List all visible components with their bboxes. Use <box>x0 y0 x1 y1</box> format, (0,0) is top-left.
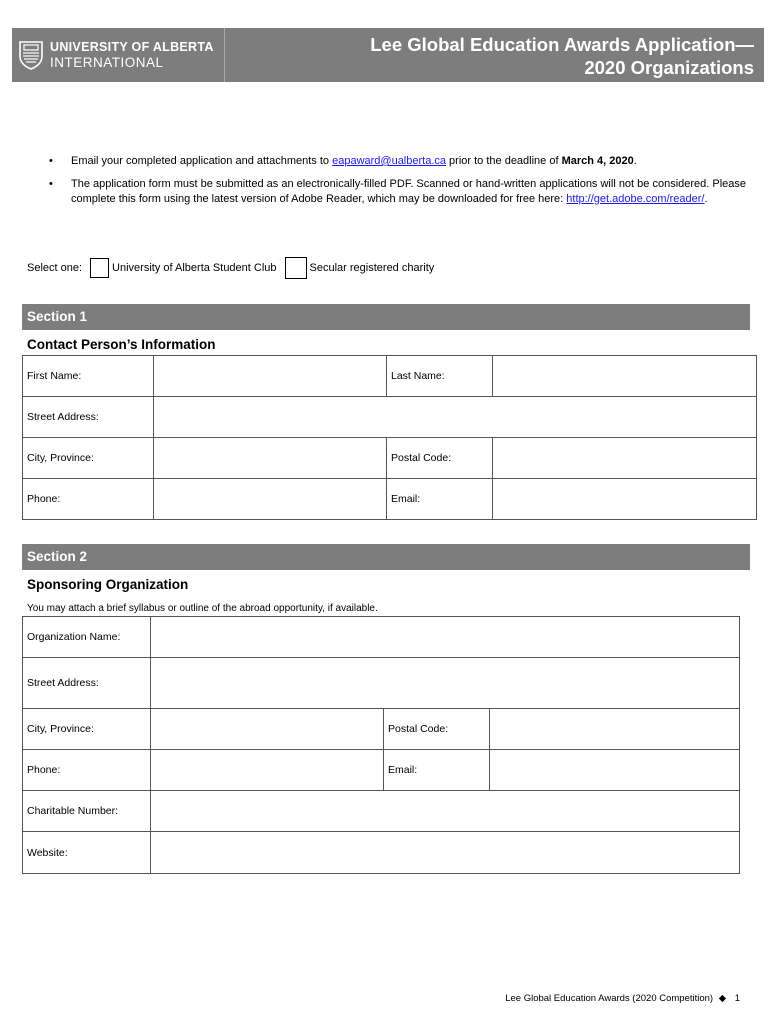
first-name-field[interactable] <box>154 356 387 397</box>
street-address-label: Street Address: <box>23 397 154 438</box>
charity-label: Secular registered charity <box>309 262 435 274</box>
email-field[interactable] <box>493 479 757 520</box>
crest-icon <box>18 40 44 70</box>
bullet-icon: • <box>49 155 53 167</box>
org-name-field[interactable] <box>151 617 740 658</box>
sponsoring-org-table <box>22 616 740 874</box>
org-city-province-field[interactable] <box>151 709 384 750</box>
bullet-icon: • <box>49 178 53 190</box>
logo-line1: UNIVERSITY OF ALBERTA <box>50 40 214 54</box>
org-city-province-label: City, Province: <box>23 709 151 750</box>
charity-checkbox[interactable] <box>285 257 307 279</box>
section-2-header: Section 2 <box>22 544 750 570</box>
adobe-reader-link[interactable]: http://get.adobe.com/reader/ <box>566 193 705 205</box>
sponsoring-organization-heading: Sponsoring Organization <box>27 577 189 592</box>
org-street-address-field[interactable] <box>151 658 740 709</box>
page-header <box>12 28 764 82</box>
first-name-label: First Name: <box>23 356 154 397</box>
org-postal-code-field[interactable] <box>490 709 740 750</box>
street-address-field[interactable] <box>154 397 757 438</box>
postal-code-field[interactable] <box>493 438 757 479</box>
city-province-label: City, Province: <box>23 438 154 479</box>
org-phone-label: Phone: <box>23 750 151 791</box>
website-label: Website: <box>23 832 151 874</box>
syllabus-note: You may attach a brief syllabus or outline of the abroad opportunity, if available. <box>27 603 378 614</box>
org-email-field[interactable] <box>490 750 740 791</box>
diamond-icon: ◆ <box>718 993 727 1004</box>
last-name-field[interactable] <box>493 356 757 397</box>
deadline: March 4, 2020 <box>561 155 634 167</box>
phone-label: Phone: <box>23 479 154 520</box>
charitable-number-label: Charitable Number: <box>23 791 151 832</box>
select-label: Select one: <box>27 262 83 274</box>
website-field[interactable] <box>151 832 740 874</box>
student-club-checkbox[interactable] <box>90 258 109 278</box>
university-logo <box>12 28 225 82</box>
page-footer <box>505 993 740 1004</box>
org-street-address-label: Street Address: <box>23 658 151 709</box>
footer-text: Lee Global Education Awards (2020 Competition) <box>505 993 714 1004</box>
org-name-label: Organization Name: <box>23 617 151 658</box>
org-phone-field[interactable] <box>151 750 384 791</box>
instructions-list <box>49 154 749 215</box>
city-province-field[interactable] <box>154 438 387 479</box>
instruction-item-email: • Email your completed application and attachments to eapaward@ualberta.ca prior to the deadline of March 4, 2020. <box>49 155 637 167</box>
instruction-item-pdf: • The application form must be submitted as an electronically-filled PDF. Scanned or hand-written applications will not be considered. Please complete this form using the latest version of Adobe Reader, which may be downloaded for free here: http://get.adobe.com/reader/. <box>49 178 747 205</box>
email-link[interactable]: eapaward@ualberta.ca <box>332 155 446 167</box>
contact-person-heading: Contact Person’s Information <box>27 337 216 352</box>
charitable-number-field[interactable] <box>151 791 740 832</box>
org-postal-code-label: Postal Code: <box>384 709 490 750</box>
email-label: Email: <box>387 479 493 520</box>
title-line1: Lee Global Education Awards Application— <box>370 34 754 55</box>
title-line2: 2020 Organizations <box>584 57 754 78</box>
section-1-header: Section 1 <box>22 304 750 330</box>
page-title <box>225 28 764 82</box>
phone-field[interactable] <box>154 479 387 520</box>
contact-info-table <box>22 355 757 520</box>
organization-type-select <box>27 256 434 280</box>
org-email-label: Email: <box>384 750 490 791</box>
logo-line2: INTERNATIONAL <box>50 54 164 70</box>
page-number: 1 <box>734 993 740 1004</box>
last-name-label: Last Name: <box>387 356 493 397</box>
student-club-label: University of Alberta Student Club <box>112 262 277 274</box>
postal-code-label: Postal Code: <box>387 438 493 479</box>
